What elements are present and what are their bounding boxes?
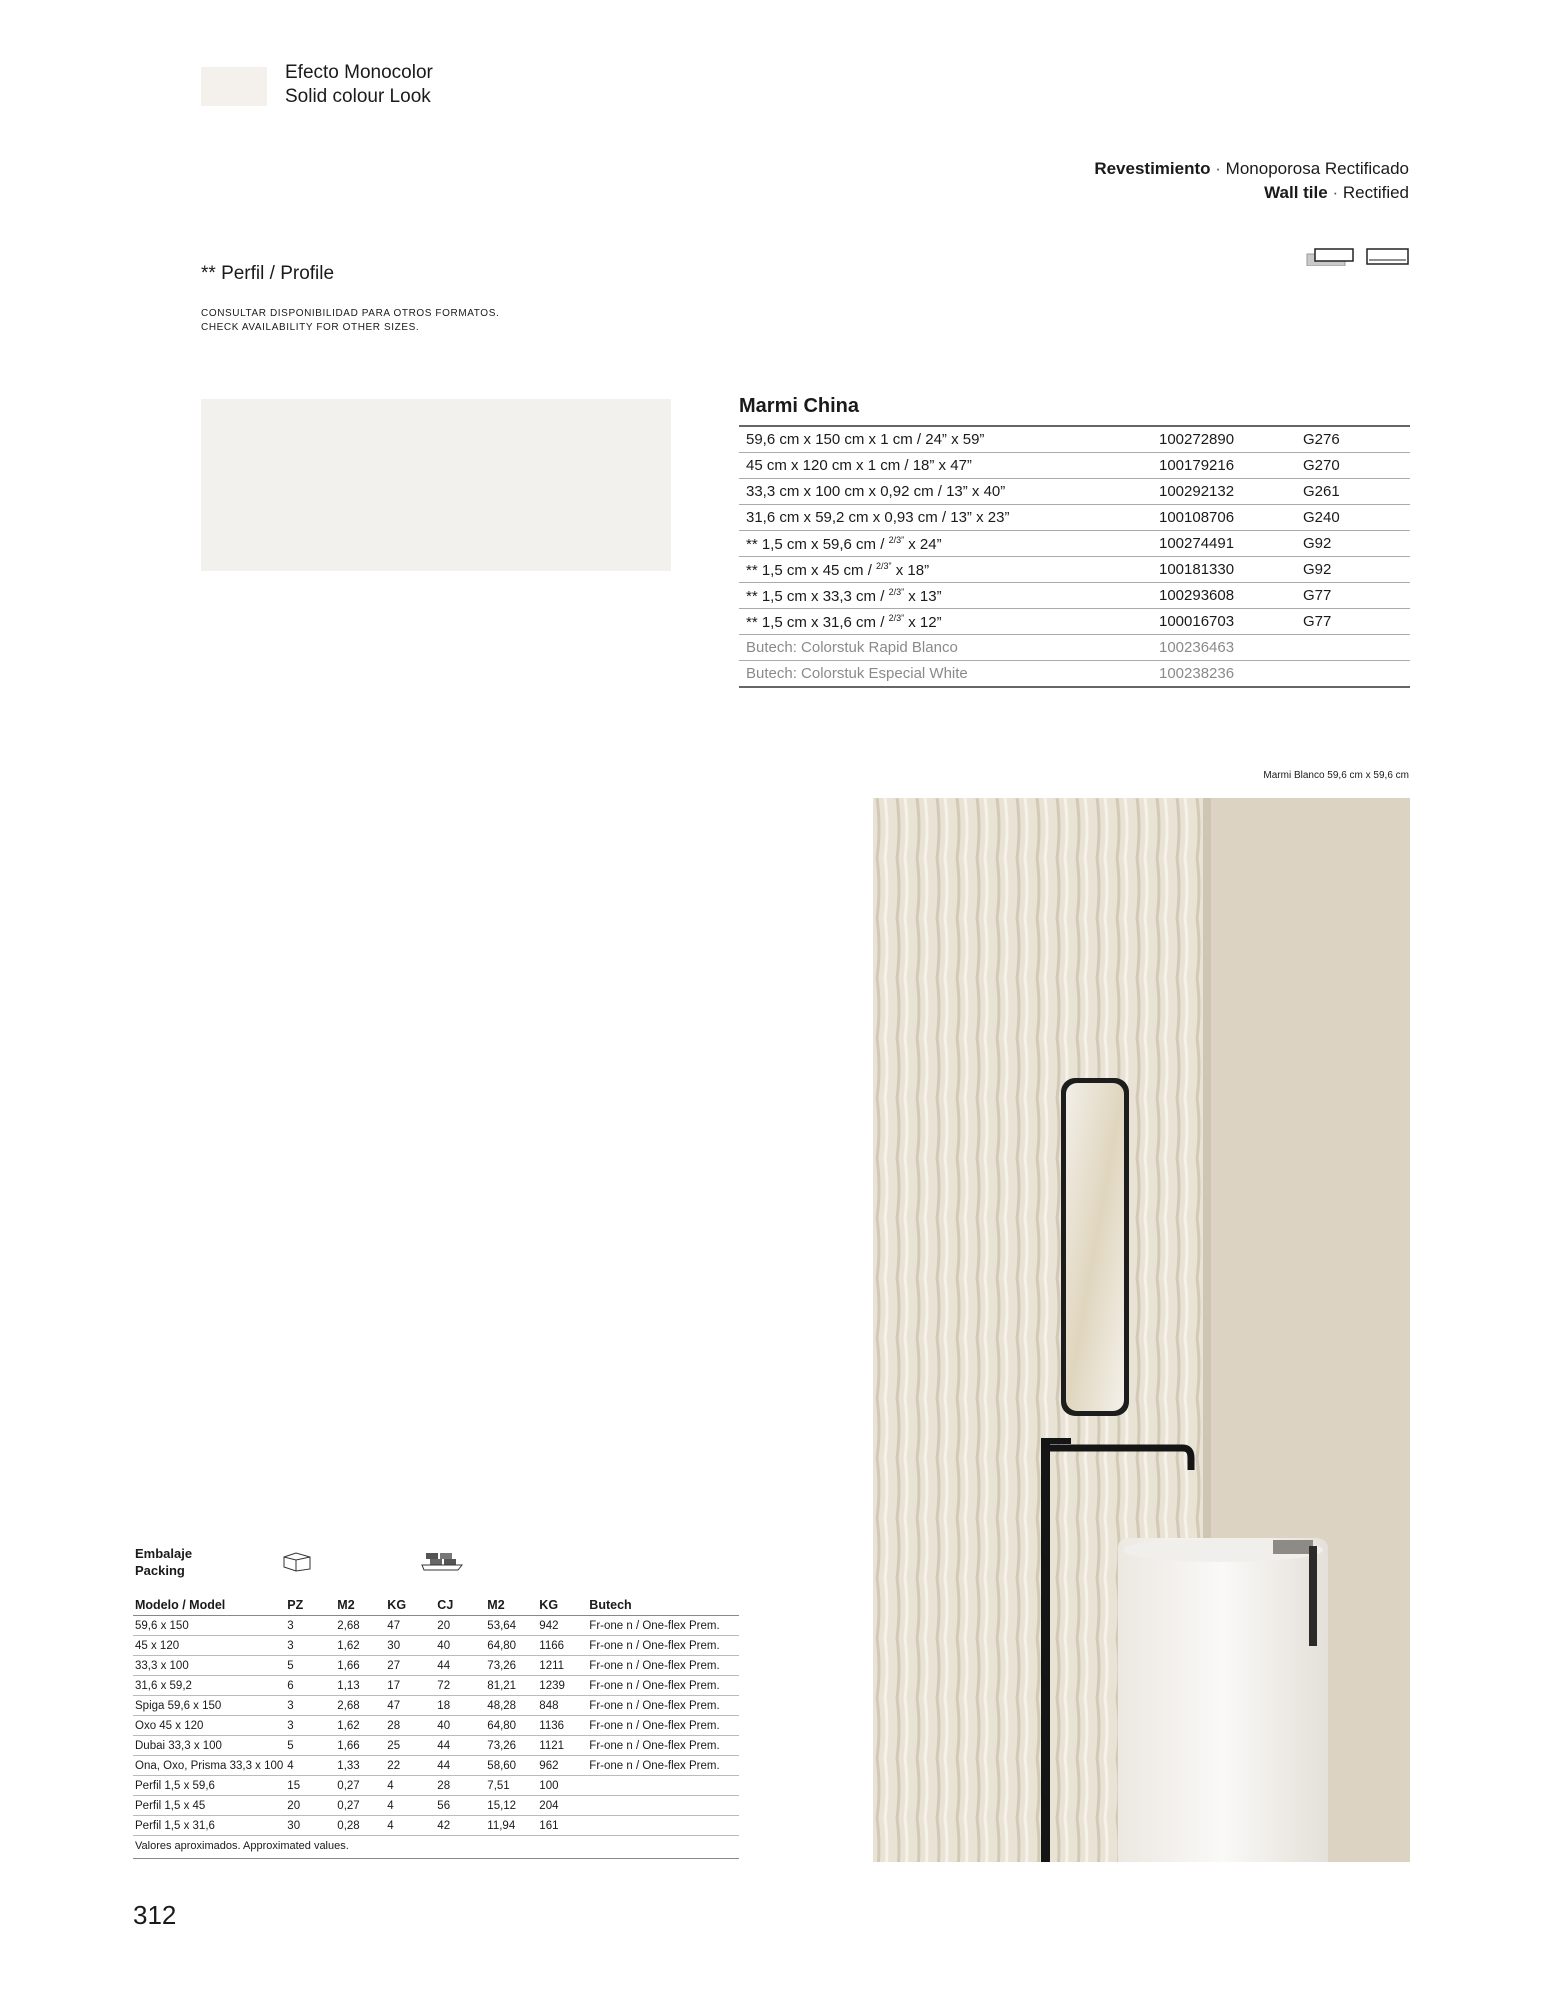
m2-cell: 1,33	[335, 1756, 385, 1776]
series-title: Marmi China	[739, 395, 860, 417]
group-cell: G270	[1296, 453, 1410, 479]
format-end: x 12”	[904, 613, 942, 631]
model-cell: Perfil 1,5 x 45	[133, 1796, 285, 1816]
group-cell: G240	[1296, 505, 1410, 531]
header-model: Modelo / Model	[133, 1595, 285, 1616]
code-cell: 100108706	[1152, 505, 1296, 531]
packing-title-en: Packing	[135, 1563, 185, 1578]
header-butech: Butech	[587, 1595, 739, 1616]
code-cell: 100293608	[1152, 583, 1296, 609]
group-cell: G77	[1296, 583, 1410, 609]
format-sup: 2/3”	[888, 612, 905, 623]
header-m2-box: M2	[485, 1595, 537, 1616]
page-number: 312	[133, 1900, 177, 1930]
pz-cell: 3	[285, 1716, 335, 1736]
group-cell: G77	[1296, 609, 1410, 635]
packing-table	[133, 1595, 739, 1836]
m2-cell: 1,13	[335, 1676, 385, 1696]
m2-box-cell: 48,28	[485, 1696, 537, 1716]
code-cell: 100292132	[1152, 479, 1296, 505]
butech-cell: Fr-one n / One-flex Prem.	[587, 1696, 739, 1716]
header-kg-box: KG	[537, 1595, 587, 1616]
header-pz: PZ	[285, 1595, 335, 1616]
kg-box-cell: 161	[537, 1816, 587, 1836]
product-type-en	[1264, 183, 1409, 203]
pz-cell: 15	[285, 1776, 335, 1796]
code-cell: 100272890	[1152, 426, 1296, 453]
group-cell: G92	[1296, 531, 1410, 557]
table-row	[739, 557, 1410, 583]
m2-box-cell: 73,26	[485, 1736, 537, 1756]
table-row	[133, 1656, 739, 1676]
model-cell: Dubai 33,3 x 100	[133, 1736, 285, 1756]
kg-box-cell: 942	[537, 1616, 587, 1636]
table-row	[133, 1676, 739, 1696]
kg-box-cell: 1166	[537, 1636, 587, 1656]
packing-table-body	[133, 1616, 739, 1836]
cj-cell: 42	[435, 1816, 485, 1836]
packing-header-row	[133, 1595, 739, 1616]
separator: ·	[1215, 159, 1221, 178]
header-color-swatch	[201, 67, 267, 106]
group-cell: G261	[1296, 479, 1410, 505]
m2-cell: 0,27	[335, 1776, 385, 1796]
format-cell: 33,3 cm x 100 cm x 0,92 cm / 13” x 40”	[739, 479, 1152, 505]
m2-cell: 1,62	[335, 1716, 385, 1736]
cj-cell: 28	[435, 1776, 485, 1796]
divider	[133, 1858, 739, 1859]
profile-title: ** Perfil / Profile	[201, 263, 335, 284]
kg-cell: 25	[385, 1736, 435, 1756]
cj-cell: 18	[435, 1696, 485, 1716]
code-cell: 100274491	[1152, 531, 1296, 557]
product-type-es	[1094, 159, 1409, 179]
format-cell	[739, 557, 1152, 583]
m2-box-cell: 64,80	[485, 1716, 537, 1736]
cj-cell: 56	[435, 1796, 485, 1816]
table-row	[739, 583, 1410, 609]
code-cell: 100179216	[1152, 453, 1296, 479]
butech-cell: Fr-one n / One-flex Prem.	[587, 1736, 739, 1756]
kg-cell: 22	[385, 1756, 435, 1776]
format-text: ** 1,5 cm x 33,3 cm /	[746, 587, 889, 605]
product-type-en-bold: Wall tile	[1264, 183, 1328, 202]
kg-box-cell: 1239	[537, 1676, 587, 1696]
kg-box-cell: 204	[537, 1796, 587, 1816]
format-sup: 2/3”	[888, 586, 905, 597]
m2-box-cell: 7,51	[485, 1776, 537, 1796]
box-icon	[282, 1550, 312, 1572]
kg-cell: 47	[385, 1616, 435, 1636]
butech-cell	[587, 1796, 739, 1816]
table-row	[739, 479, 1410, 505]
header-title-en: Solid colour Look	[285, 86, 431, 107]
m2-cell: 0,28	[335, 1816, 385, 1836]
format-cell	[739, 583, 1152, 609]
butech-cell: Fr-one n / One-flex Prem.	[587, 1756, 739, 1776]
pz-cell: 4	[285, 1756, 335, 1776]
format-cell: 31,6 cm x 59,2 cm x 0,93 cm / 13” x 23”	[739, 505, 1152, 531]
format-cell	[739, 609, 1152, 635]
format-sup: 2/3”	[888, 534, 905, 545]
table-row	[133, 1636, 739, 1656]
table-row	[739, 505, 1410, 531]
butech-cell: Fr-one n / One-flex Prem.	[587, 1676, 739, 1696]
table-row	[739, 453, 1410, 479]
format-cell	[739, 531, 1152, 557]
cj-cell: 40	[435, 1636, 485, 1656]
cj-cell: 40	[435, 1716, 485, 1736]
pz-cell: 6	[285, 1676, 335, 1696]
kg-box-cell: 1121	[537, 1736, 587, 1756]
group-cell	[1296, 635, 1410, 661]
cj-cell: 72	[435, 1676, 485, 1696]
format-cell: 59,6 cm x 150 cm x 1 cm / 24” x 59”	[739, 426, 1152, 453]
m2-box-cell: 15,12	[485, 1796, 537, 1816]
table-row	[133, 1796, 739, 1816]
tile-rectified-icon	[1366, 248, 1410, 266]
m2-cell: 1,66	[335, 1736, 385, 1756]
butech-cell	[587, 1776, 739, 1796]
m2-cell: 1,66	[335, 1656, 385, 1676]
model-cell: Ona, Oxo, Prisma 33,3 x 100	[133, 1756, 285, 1776]
kg-box-cell: 848	[537, 1696, 587, 1716]
tile-stack-icon	[1306, 248, 1356, 266]
pz-cell: 20	[285, 1796, 335, 1816]
kg-cell: 27	[385, 1656, 435, 1676]
table-row	[133, 1616, 739, 1636]
table-row	[739, 531, 1410, 557]
kg-cell: 17	[385, 1676, 435, 1696]
pz-cell: 5	[285, 1656, 335, 1676]
table-row	[133, 1696, 739, 1716]
bathroom-scene-image	[873, 798, 1410, 1862]
format-sup: 2/3”	[876, 560, 892, 571]
availability-es: CONSULTAR DISPONIBILIDAD PARA OTROS FORMATOS.	[201, 308, 500, 319]
kg-cell: 4	[385, 1816, 435, 1836]
m2-box-cell: 11,94	[485, 1816, 537, 1836]
butech-cell	[587, 1816, 739, 1836]
kg-cell: 30	[385, 1636, 435, 1656]
table-row	[133, 1816, 739, 1836]
model-cell: Spiga 59,6 x 150	[133, 1696, 285, 1716]
m2-cell: 0,27	[335, 1796, 385, 1816]
table-row	[133, 1776, 739, 1796]
m2-cell: 1,62	[335, 1636, 385, 1656]
butech-cell: Fr-one n / One-flex Prem.	[587, 1656, 739, 1676]
packing-title	[135, 1545, 192, 1579]
pz-cell: 5	[285, 1736, 335, 1756]
group-cell: G92	[1296, 557, 1410, 583]
format-text: ** 1,5 cm x 31,6 cm /	[746, 613, 889, 631]
format-text: ** 1,5 cm x 45 cm /	[746, 561, 877, 579]
product-type-es-bold: Revestimiento	[1094, 159, 1211, 178]
pz-cell: 3	[285, 1696, 335, 1716]
model-cell: Oxo 45 x 120	[133, 1716, 285, 1736]
butech-cell: Fr-one n / One-flex Prem.	[587, 1716, 739, 1736]
pallet-icon	[420, 1549, 464, 1573]
table-row	[739, 661, 1410, 688]
cj-cell: 44	[435, 1656, 485, 1676]
butech-cell: Fr-one n / One-flex Prem.	[587, 1616, 739, 1636]
packing-title-es: Embalaje	[135, 1546, 193, 1561]
kg-cell: 28	[385, 1716, 435, 1736]
model-cell: Perfil 1,5 x 31,6	[133, 1816, 285, 1836]
butech-cell: Fr-one n / One-flex Prem.	[587, 1636, 739, 1656]
format-end: x 24”	[904, 535, 942, 553]
format-codes-table	[739, 425, 1410, 688]
availability-en: CHECK AVAILABILITY FOR OTHER SIZES.	[201, 322, 420, 333]
kg-cell: 4	[385, 1776, 435, 1796]
product-type-en-rest: Rectified	[1342, 183, 1409, 202]
cj-cell: 20	[435, 1616, 485, 1636]
availability-note	[201, 307, 499, 335]
format-cell: 45 cm x 120 cm x 1 cm / 18” x 47”	[739, 453, 1152, 479]
code-cell: 100238236	[1152, 661, 1296, 688]
format-end: x 18”	[891, 561, 930, 579]
header-title-es: Efecto Monocolor	[285, 62, 433, 83]
cj-cell: 44	[435, 1736, 485, 1756]
m2-box-cell: 58,60	[485, 1756, 537, 1776]
m2-box-cell: 53,64	[485, 1616, 537, 1636]
format-end: x 13”	[904, 587, 942, 605]
m2-box-cell: 73,26	[485, 1656, 537, 1676]
table-row	[133, 1756, 739, 1776]
header-cj: CJ	[435, 1595, 485, 1616]
code-cell: 100181330	[1152, 557, 1296, 583]
m2-cell: 2,68	[335, 1616, 385, 1636]
kg-box-cell: 1211	[537, 1656, 587, 1676]
model-cell: Perfil 1,5 x 59,6	[133, 1776, 285, 1796]
group-cell	[1296, 661, 1410, 688]
kg-box-cell: 100	[537, 1776, 587, 1796]
model-cell: 45 x 120	[133, 1636, 285, 1656]
butech-name-cell: Butech: Colorstuk Rapid Blanco	[739, 635, 1152, 661]
model-cell: 33,3 x 100	[133, 1656, 285, 1676]
kg-cell: 4	[385, 1796, 435, 1816]
table-row	[739, 609, 1410, 635]
pz-cell: 3	[285, 1616, 335, 1636]
format-text: ** 1,5 cm x 59,6 cm /	[746, 535, 889, 553]
header-kg: KG	[385, 1595, 435, 1616]
table-row	[133, 1716, 739, 1736]
pz-cell: 30	[285, 1816, 335, 1836]
series-color-swatch	[201, 399, 671, 571]
cj-cell: 44	[435, 1756, 485, 1776]
model-cell: 59,6 x 150	[133, 1616, 285, 1636]
approximate-values-note: Valores aproximados. Approximated values.	[135, 1840, 349, 1852]
m2-box-cell: 64,80	[485, 1636, 537, 1656]
kg-cell: 47	[385, 1696, 435, 1716]
model-cell: 31,6 x 59,2	[133, 1676, 285, 1696]
pz-cell: 3	[285, 1636, 335, 1656]
group-cell: G276	[1296, 426, 1410, 453]
ambient-photo	[873, 798, 1410, 1862]
kg-box-cell: 1136	[537, 1716, 587, 1736]
kg-box-cell: 962	[537, 1756, 587, 1776]
product-type-es-rest: Monoporosa Rectificado	[1225, 159, 1409, 178]
m2-box-cell: 81,21	[485, 1676, 537, 1696]
photo-caption: Marmi Blanco 59,6 cm x 59,6 cm	[1263, 770, 1409, 781]
table-row	[739, 635, 1410, 661]
code-cell: 100236463	[1152, 635, 1296, 661]
m2-cell: 2,68	[335, 1696, 385, 1716]
table-row	[739, 426, 1410, 453]
table-row	[133, 1736, 739, 1756]
header-m2: M2	[335, 1595, 385, 1616]
separator: ·	[1332, 183, 1339, 202]
code-cell: 100016703	[1152, 609, 1296, 635]
butech-name-cell: Butech: Colorstuk Especial White	[739, 661, 1152, 688]
